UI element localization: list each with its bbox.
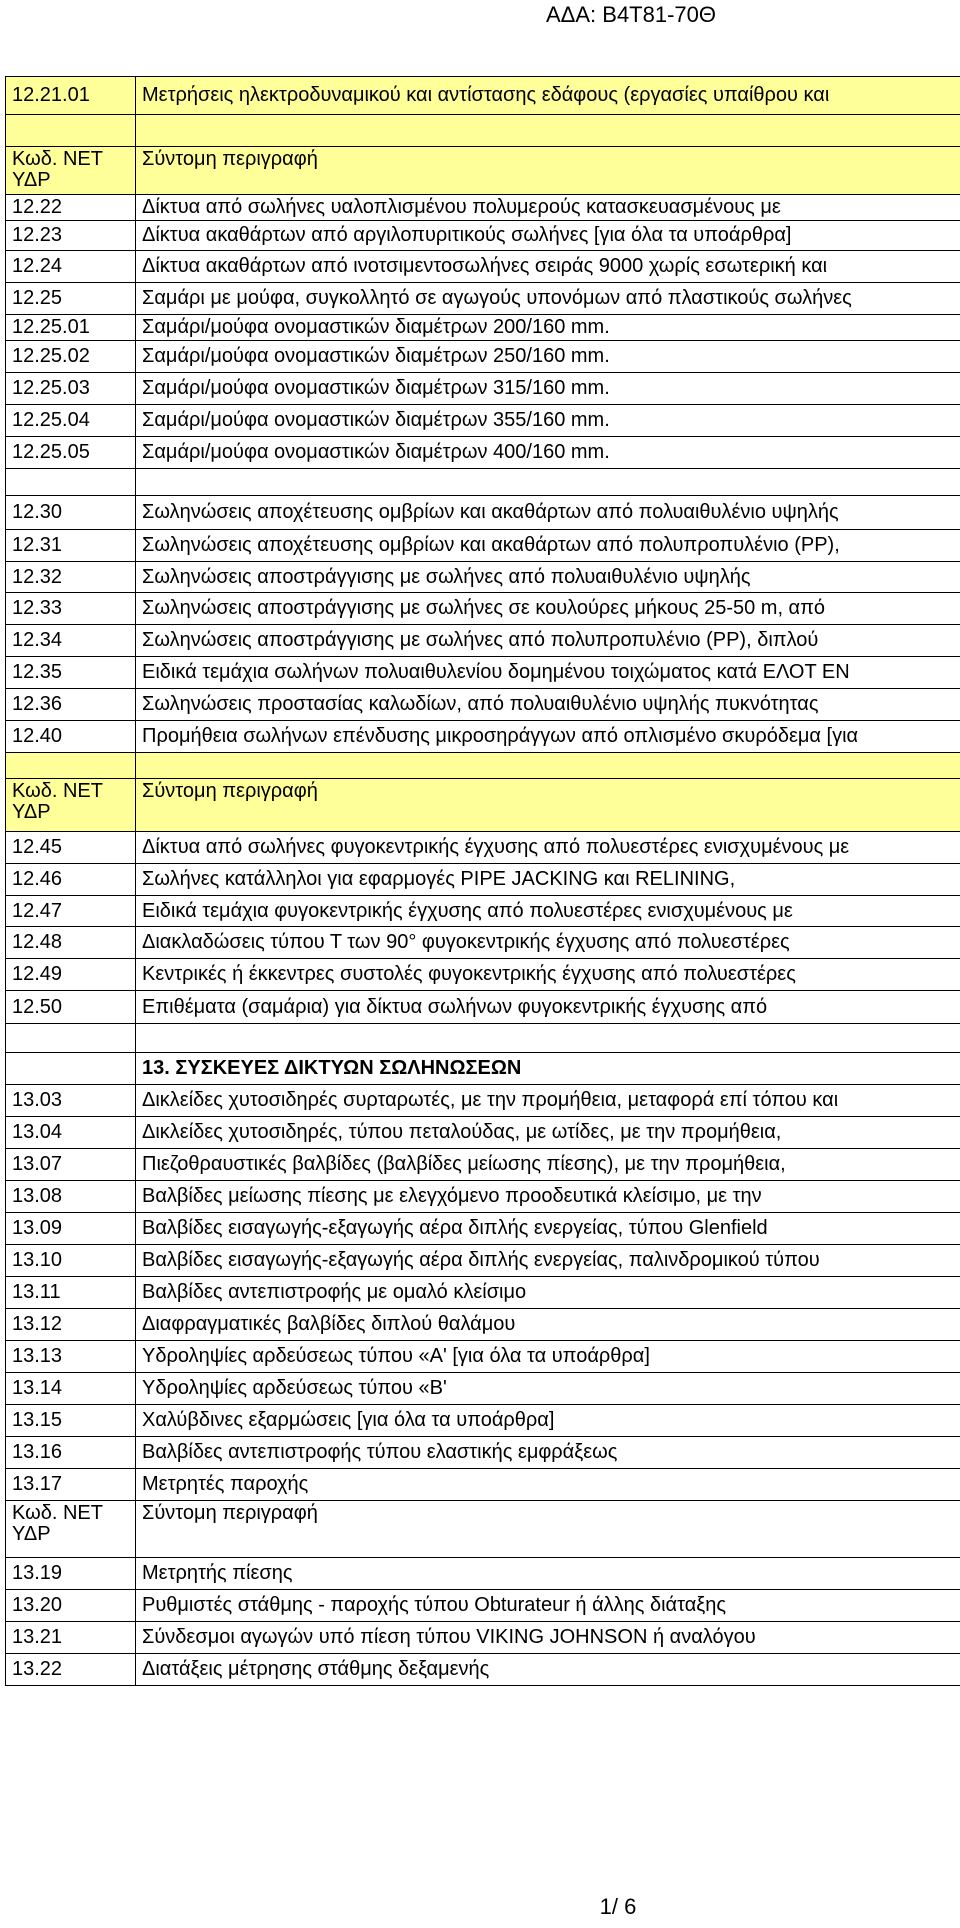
item-description: Σαμάρι με μούφα, συγκολλητό σε αγωγούς υπονόμων από πλαστικούς σωλήνες: [136, 283, 960, 315]
table-row: [6, 1117, 960, 1149]
item-description: Μετρήσεις ηλεκτροδυναμικού και αντίστασης εδάφους (εργασίες υπαίθρου και: [136, 77, 960, 115]
item-code: 13.20: [6, 1590, 136, 1622]
item-code: 13.21: [6, 1622, 136, 1654]
item-description: Σαμάρι/μούφα ονομαστικών διαμέτρων 400/160 mm.: [136, 437, 960, 469]
item-description: Βαλβίδες αντεπιστροφής τύπου ελαστικής εμφράξεως: [136, 1437, 960, 1469]
item-description: Βαλβίδες αντεπιστροφής με ομαλό κλείσιμο: [136, 1277, 960, 1309]
item-description: Χαλύβδινες εξαρμώσεις [για όλα τα υποάρθρα]: [136, 1405, 960, 1437]
item-description: Σαμάρι/μούφα ονομαστικών διαμέτρων 315/160 mm.: [136, 373, 960, 405]
item-code: [6, 1053, 136, 1085]
item-description: Δίκτυα από σωλήνες φυγοκεντρικής έγχυσης από πολυεστέρες ενισχυμένους με: [136, 832, 960, 864]
item-description: Σαμάρι/μούφα ονομαστικών διαμέτρων 250/160 mm.: [136, 341, 960, 373]
item-code: 13.22: [6, 1654, 136, 1686]
item-description: Σωληνώσεις αποστράγγισης με σωλήνες σε κουλούρες μήκους 25-50 m, από: [136, 593, 960, 625]
item-code: 12.34: [6, 625, 136, 657]
table-row: [6, 1558, 960, 1590]
item-code: 12.25: [6, 283, 136, 315]
table-row: [6, 1469, 960, 1501]
item-code: [6, 753, 136, 779]
item-code: 12.25.02: [6, 341, 136, 373]
item-code: [6, 469, 136, 496]
item-code: Κωδ. ΝΕΤ ΥΔΡ: [6, 147, 136, 195]
table-row: [6, 1501, 960, 1558]
table-row: [6, 779, 960, 832]
item-code: 12.50: [6, 991, 136, 1024]
item-description: Σαμάρι/μούφα ονομαστικών διαμέτρων 200/160 mm.: [136, 315, 960, 341]
table-row: [6, 625, 960, 657]
table-row: [6, 562, 960, 593]
table-row: [6, 1149, 960, 1181]
item-code: 13.14: [6, 1373, 136, 1405]
item-code: 13.12: [6, 1309, 136, 1341]
item-description: Σύντομη περιγραφή: [136, 779, 960, 832]
table-row: [6, 115, 960, 147]
item-description: Ειδικά τεμάχια φυγοκεντρικής έγχυσης από πολυεστέρες ενισχυμένους με: [136, 896, 960, 927]
ada-header: ΑΔΑ: Β4Τ81-70Θ: [546, 2, 716, 27]
item-description: Σύντομη περιγραφή: [136, 1501, 960, 1558]
table-row: [6, 657, 960, 689]
table-row: [6, 1245, 960, 1277]
table-row: [6, 530, 960, 562]
item-description: Σωληνώσεις αποστράγγισης με σωλήνες από πολυαιθυλένιο υψηλής: [136, 562, 960, 593]
table-row: [6, 437, 960, 469]
table-row: [6, 341, 960, 373]
table-row: [6, 991, 960, 1024]
item-description: 13. ΣΥΣΚΕΥΕΣ ΔΙΚΤΥΩΝ ΣΩΛΗΝΩΣΕΩΝ: [136, 1053, 960, 1085]
table-row: [6, 1024, 960, 1053]
item-description: Δίκτυα από σωλήνες υαλοπλισμένου πολυμερούς κατασκευασμένους με: [136, 195, 960, 221]
item-code: 12.40: [6, 721, 136, 753]
item-description: Μετρητές παροχής: [136, 1469, 960, 1501]
table-row: [6, 1181, 960, 1213]
item-description: Σωληνώσεις αποχέτευσης ομβρίων και ακαθάρτων από πολυαιθυλένιο υψηλής: [136, 496, 960, 530]
table-row: [6, 864, 960, 896]
item-code: 13.07: [6, 1149, 136, 1181]
item-code: Κωδ. ΝΕΤ ΥΔΡ: [6, 1501, 136, 1558]
table-row: [6, 1309, 960, 1341]
item-code: 12.25.01: [6, 315, 136, 341]
item-code: 12.35: [6, 657, 136, 689]
table-row: [6, 593, 960, 625]
item-description: Βαλβίδες μείωσης πίεσης με ελεγχόμενο προοδευτικά κλείσιμο, με την: [136, 1181, 960, 1213]
item-code: 13.17: [6, 1469, 136, 1501]
item-code: Κωδ. ΝΕΤ ΥΔΡ: [6, 779, 136, 832]
item-code: [6, 115, 136, 147]
item-description: Επιθέματα (σαμάρια) για δίκτυα σωλήνων φυγοκεντρικής έγχυσης από: [136, 991, 960, 1024]
table-row: [6, 1622, 960, 1654]
item-description: Διαφραγματικές βαλβίδες διπλού θαλάμου: [136, 1309, 960, 1341]
item-description: Σύνδεσμοι αγωγών υπό πίεση τύπου VIKING JOHNSON ή αναλόγου: [136, 1622, 960, 1654]
item-code: 12.36: [6, 689, 136, 721]
item-code: 12.45: [6, 832, 136, 864]
table-row: [6, 496, 960, 530]
table-row: [6, 195, 960, 221]
table-row: [6, 1085, 960, 1117]
page-number-footer: [0, 1894, 960, 1920]
table-row: [6, 251, 960, 283]
item-description: [136, 753, 960, 779]
item-code: 13.04: [6, 1117, 136, 1149]
item-description: Δικλείδες χυτοσιδηρές, τύπου πεταλούδας, με ωτίδες, με την προμήθεια,: [136, 1117, 960, 1149]
item-code: 12.25.04: [6, 405, 136, 437]
item-code: 12.47: [6, 896, 136, 927]
table-row: [6, 221, 960, 251]
item-code: 12.22: [6, 195, 136, 221]
table-row: [6, 1341, 960, 1373]
item-description: Βαλβίδες εισαγωγής-εξαγωγής αέρα διπλής ενεργείας, παλινδρομικού τύπου: [136, 1245, 960, 1277]
item-description: Σωληνώσεις αποστράγγισης με σωλήνες από πολυπροπυλένιο (PP), διπλού: [136, 625, 960, 657]
item-code: 13.03: [6, 1085, 136, 1117]
table-row: [6, 959, 960, 991]
table-row: [6, 1213, 960, 1245]
table-row: [6, 1053, 960, 1085]
table-row: [6, 1277, 960, 1309]
item-description: Δικλείδες χυτοσιδηρές συρταρωτές, με την προμήθεια, μεταφορά επί τόπου και: [136, 1085, 960, 1117]
item-code: 12.46: [6, 864, 136, 896]
item-description: Σωληνώσεις προστασίας καλωδίων, από πολυαιθυλένιο υψηλής πυκνότητας: [136, 689, 960, 721]
item-code: 12.25.03: [6, 373, 136, 405]
item-code: 12.48: [6, 927, 136, 959]
table-row: [6, 1590, 960, 1622]
item-description: Διατάξεις μέτρησης στάθμης δεξαμενής: [136, 1654, 960, 1686]
table-row: [6, 405, 960, 437]
item-description: Δίκτυα ακαθάρτων από ινοτσιμεντοσωλήνες σειράς 9000 χωρίς εσωτερική και: [136, 251, 960, 283]
item-code: 12.24: [6, 251, 136, 283]
table-row: [6, 721, 960, 753]
item-code: 13.11: [6, 1277, 136, 1309]
item-description: Ειδικά τεμάχια σωλήνων πολυαιθυλενίου δομημένου τοιχώματος κατά ΕΛΟΤ ΕΝ: [136, 657, 960, 689]
item-code: 13.09: [6, 1213, 136, 1245]
table-row: [6, 1654, 960, 1686]
item-description: Σωλήνες κατάλληλοι για εφαρμογές PIPE JACKING και RELINING,: [136, 864, 960, 896]
item-description: [136, 115, 960, 147]
item-description: Πιεζοθραυστικές βαλβίδες (βαλβίδες μείωσης πίεσης), με την προμήθεια,: [136, 1149, 960, 1181]
item-code: 12.30: [6, 496, 136, 530]
item-description: Κεντρικές ή έκκεντρες συστολές φυγοκεντρικής έγχυσης από πολυεστέρες: [136, 959, 960, 991]
item-code: 12.33: [6, 593, 136, 625]
item-description: Διακλαδώσεις τύπου Τ των 90° φυγοκεντρικής έγχυσης από πολυεστέρες: [136, 927, 960, 959]
table-row: [6, 77, 960, 115]
item-description: Μετρητής πίεσης: [136, 1558, 960, 1590]
item-code: 13.15: [6, 1405, 136, 1437]
item-code: 13.19: [6, 1558, 136, 1590]
table-row: [6, 753, 960, 779]
item-code: 12.23: [6, 221, 136, 251]
items-table: [5, 76, 960, 1686]
item-description: Προμήθεια σωλήνων επένδυσης μικροσηράγγων από οπλισμένο σκυρόδεμα [για: [136, 721, 960, 753]
item-description: Σαμάρι/μούφα ονομαστικών διαμέτρων 355/160 mm.: [136, 405, 960, 437]
table-row: [6, 1405, 960, 1437]
table-row: [6, 832, 960, 864]
item-code: 13.08: [6, 1181, 136, 1213]
item-code: 12.49: [6, 959, 136, 991]
item-code: 12.31: [6, 530, 136, 562]
item-code: 13.16: [6, 1437, 136, 1469]
item-description: Σύντομη περιγραφή: [136, 147, 960, 195]
item-code: [6, 1024, 136, 1053]
table-row: [6, 896, 960, 927]
item-description: Βαλβίδες εισαγωγής-εξαγωγής αέρα διπλής ενεργείας, τύπου Glenfield: [136, 1213, 960, 1245]
page-number: 1/ 6: [599, 1894, 637, 1919]
item-description: Σωληνώσεις αποχέτευσης ομβρίων και ακαθάρτων από πολυπροπυλένιο (PP),: [136, 530, 960, 562]
table-row: [6, 1373, 960, 1405]
item-description: Δίκτυα ακαθάρτων από αργιλοπυριτικούς σωλήνες [για όλα τα υποάρθρα]: [136, 221, 960, 251]
item-code: 13.13: [6, 1341, 136, 1373]
item-description: [136, 1024, 960, 1053]
table-row: [6, 283, 960, 315]
table-row: [6, 1437, 960, 1469]
table-row: [6, 373, 960, 405]
item-code: 12.21.01: [6, 77, 136, 115]
table-row: [6, 469, 960, 496]
table-row: [6, 147, 960, 195]
item-description: Ρυθμιστές στάθμης - παροχής τύπου Obturateur ή άλλης διάταξης: [136, 1590, 960, 1622]
item-code: 13.10: [6, 1245, 136, 1277]
table-row: [6, 927, 960, 959]
item-description: Υδροληψίες αρδεύσεως τύπου «Α' [για όλα τα υποάρθρα]: [136, 1341, 960, 1373]
item-description: [136, 469, 960, 496]
table-row: [6, 689, 960, 721]
item-code: 12.32: [6, 562, 136, 593]
item-code: 12.25.05: [6, 437, 136, 469]
item-description: Υδροληψίες αρδεύσεως τύπου «Β': [136, 1373, 960, 1405]
table-row: [6, 315, 960, 341]
items-table-body: [6, 77, 960, 1686]
